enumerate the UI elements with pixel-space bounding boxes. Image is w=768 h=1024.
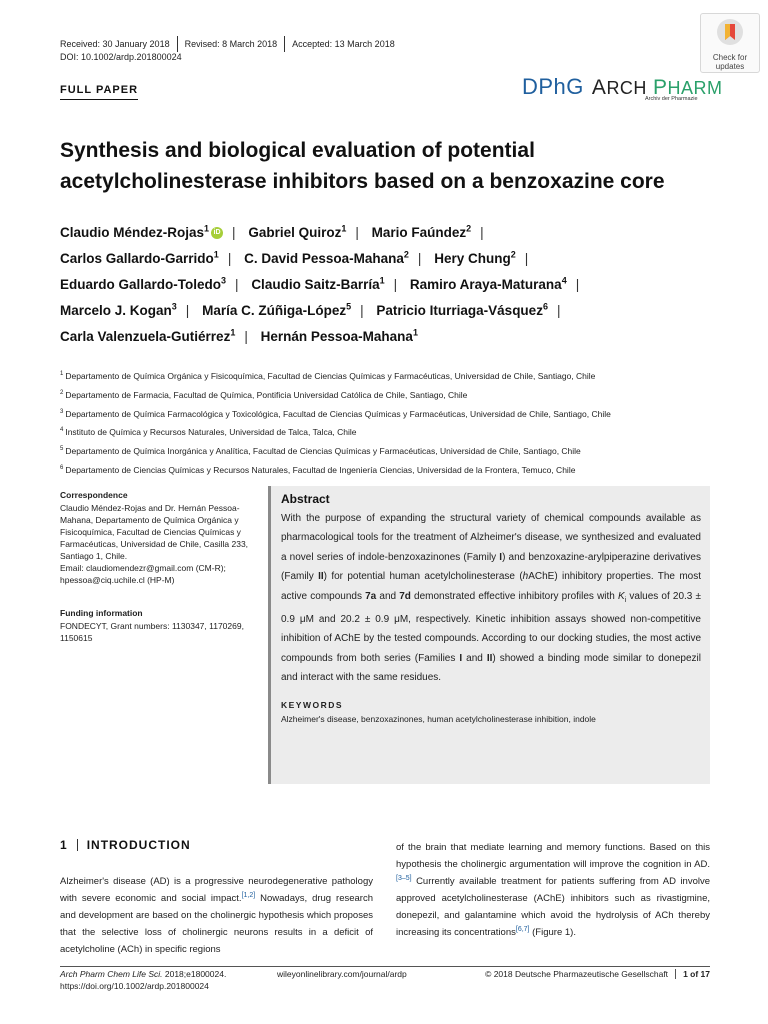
- affiliation: $^2$ Departamento de Farmacia, Facultad de Química, Pontificia Universidad Católica de Chile, Santiago, Chile: [60, 389, 468, 400]
- correspondence-block: [60, 489, 260, 586]
- funding-block: [60, 607, 260, 644]
- doi-link[interactable]: DOI: 10.1002/ardp.201800024: [60, 52, 182, 62]
- accepted-date: Accepted: 13 March 2018: [292, 39, 395, 49]
- author[interactable]: Hery Chung$^2$: [434, 249, 516, 266]
- abstract-heading: Abstract: [281, 492, 330, 506]
- page-number: 1 of 17: [675, 969, 710, 979]
- author[interactable]: Claudio Méndez-Rojas$^1$ iD: [60, 225, 223, 240]
- check-for-updates-label: Check for updates: [712, 53, 748, 71]
- author[interactable]: Gabriel Quiroz$^1$: [248, 223, 347, 240]
- footer-right: [485, 968, 710, 980]
- copyright: © 2018 Deutsche Pharmazeutische Gesellschaft: [485, 969, 669, 979]
- dphg-logo: DPhG: [522, 74, 584, 99]
- citation-link[interactable]: [3–5]: [396, 874, 412, 882]
- keywords-heading: KEYWORDS: [281, 699, 344, 710]
- pharm-logo: PHARM: [652, 76, 723, 99]
- author[interactable]: Patricio Iturriaga-Vásquez$^6$: [376, 301, 548, 318]
- check-for-updates-button[interactable]: [700, 13, 760, 73]
- section-number: 1: [60, 838, 68, 852]
- logo-subtitle: Archiv der Pharmazie: [645, 96, 698, 102]
- footer-citation: Arch Pharm Chem Life Sci. 2018;e1800024. https://doi.org/10.1002/ardp.201800024: [60, 969, 227, 991]
- funding-text: FONDECYT, Grant numbers: 1130347, 1170269, 1150615: [60, 621, 244, 643]
- affiliation: $^5$ Departamento de Química Inorgánica y Analítica, Facultad de Ciencias Químicas y Farmacéuticas, Universidad de Chile, Santiago, Chile: [60, 446, 581, 457]
- footer-rule: [60, 966, 710, 967]
- correspondence-text: Claudio Méndez-Rojas and Dr. Hernán Pessoa-Mahana, Departamento de Química Orgánica y Fisicoquímica, Facultad de Ciencias Químicas y Farmacéuticas, Universidad de Chile, Casilla 233, Santiago 1, Chile.: [60, 503, 249, 561]
- affiliation: $^1$ Departamento de Química Orgánica y Fisicoquímica, Facultad de Ciencias Químicas y Farmacéuticas, Universidad de Chile, Santiago, Chile: [60, 370, 596, 381]
- divider: [177, 36, 178, 52]
- author[interactable]: Eduardo Gallardo-Toledo$^3$: [60, 275, 227, 292]
- author-list: Claudio Méndez-Rojas$^1$ iD | Gabriel Quiroz$^1$ | Mario Faúndez$^2$ | Carlos Gallardo-Garrido$^1$ | C. David Pessoa-Mahana$^2$ | Hery Chung$^2$ | Eduardo Gallardo-Toledo$^3$ | Claudio Saitz-Barría$^1$ | Ramiro Araya-Maturana$^4$ | Marcelo J. Kogan$^3$ | María C. Zúñiga-López$^5$ | Patricio Iturriaga-Vásquez$^6$ | Carla Valenzuela-Gutiérrez$^1$ | Hernán Pessoa-Mahana$^1$: [60, 223, 580, 344]
- author[interactable]: Claudio Saitz-Barría$^1$: [251, 275, 385, 292]
- revised-date: Revised: 8 March 2018: [184, 39, 278, 49]
- intro-column-1: Alzheimer's disease (AD) is a progressive neurodegenerative pathology with severe economic and social impact.[1,2] Nowadays, drug research and development are based on the cholinergic hypothesis which proposes that the selective loss of cholinergic neurons results in a deficit of acetylcholine (ACh) in specific regions: [60, 876, 373, 955]
- affiliation: $^4$ Instituto de Química y Recursos Naturales, Universidad de Talca, Talca, Chile: [60, 427, 357, 438]
- article-title: Synthesis and biological evaluation of potential acetylcholinesterase inhibitors based on a benzoxazine core: [60, 139, 665, 193]
- arch-logo: ARCH: [591, 76, 647, 99]
- author[interactable]: Hernán Pessoa-Mahana$^1$: [260, 327, 418, 344]
- article-type: FULL PAPER: [60, 84, 138, 100]
- affiliation: $^6$ Departamento de Ciencias Químicas y Recursos Naturales, Facultad de Ingeniería Ciencias, Universidad de la Frontera, Temuco, Chile: [60, 464, 576, 475]
- author[interactable]: Carla Valenzuela-Gutiérrez$^1$: [60, 327, 236, 344]
- author[interactable]: Mario Faúndez$^2$: [371, 223, 472, 240]
- publication-dates: [60, 36, 395, 52]
- affiliations: [60, 366, 740, 479]
- abstract-text: With the purpose of expanding the structural variety of chemical compounds available as pharmacological tools for the treatment of Alzheimer's disease, we synthesized and evaluated a novel series of indole-benzoxazinones (Family I) and benzoxazine-arylpiperazine derivatives (Family II) for potential human acetylcholinesterase (hAChE) inhibitory properties. The most active compounds 7a and 7d demonstrated effective inhibitory profiles with $K_i$ values of 20.3 ± 0.9 μM and 20.2 ± 0.9 μM, respectively. Kinetic inhibition assays showed non-competitive inhibition of AChE by the tested compounds. According to our docking studies, the most active compounds from both series (Families I and II) showed a binding mode similar to donepezil and interact with the same residues.: [281, 513, 702, 684]
- correspondence-heading: Correspondence: [60, 490, 128, 500]
- footer-doi-link[interactable]: https://doi.org/10.1002/ardp.201800024: [60, 981, 209, 991]
- citation-link[interactable]: [6,7]: [515, 925, 530, 933]
- affiliation: $^3$ Departamento de Química Farmacológica y Toxicológica, Facultad de Ciencias Químicas y Farmacéuticas, Universidad de Chile, Santiago, Chile: [60, 408, 611, 419]
- author[interactable]: María C. Zúñiga-López$^5$: [202, 301, 352, 318]
- author[interactable]: Ramiro Araya-Maturana$^4$: [409, 275, 567, 292]
- section-title: INTRODUCTION: [86, 838, 191, 852]
- orcid-icon[interactable]: iD: [211, 227, 223, 239]
- author[interactable]: Carlos Gallardo-Garrido$^1$: [60, 249, 219, 266]
- footer-journal-link[interactable]: wileyonlinelibrary.com/journal/ardp: [277, 969, 407, 979]
- author[interactable]: Marcelo J. Kogan$^3$: [60, 301, 177, 318]
- bookmark-icon: [715, 17, 745, 47]
- correspondence-email[interactable]: Email: claudiomendezr@gmail.com (CM-R); hpessoa@ciq.uchile.cl (HP-M): [60, 563, 226, 585]
- abstract-box: [268, 486, 710, 784]
- section-heading-introduction: [60, 838, 191, 852]
- intro-column-2: of the brain that mediate learning and memory functions. Based on this hypothesis the cholinergic argumentation will improve the cognition in AD.[3–5] Currently available treatment for patients suffering from AD involve approved acetylcholinesterase (AChE) inhibitors such as rivastigmine, donepezil, and galantamine which avoid the hydrolysis of ACh thereby increasing its concentrations[6,7] (Figure 1).: [396, 842, 710, 938]
- keywords-list: Alzheimer's disease, benzoxazinones, human acetylcholinesterase inhibition, indole: [281, 713, 596, 724]
- funding-heading: Funding information: [60, 608, 143, 618]
- received-date: Received: 30 January 2018: [60, 39, 170, 49]
- divider: [77, 839, 78, 851]
- citation-link[interactable]: [1,2]: [241, 891, 256, 899]
- divider: [284, 36, 285, 52]
- author[interactable]: C. David Pessoa-Mahana$^2$: [244, 249, 409, 266]
